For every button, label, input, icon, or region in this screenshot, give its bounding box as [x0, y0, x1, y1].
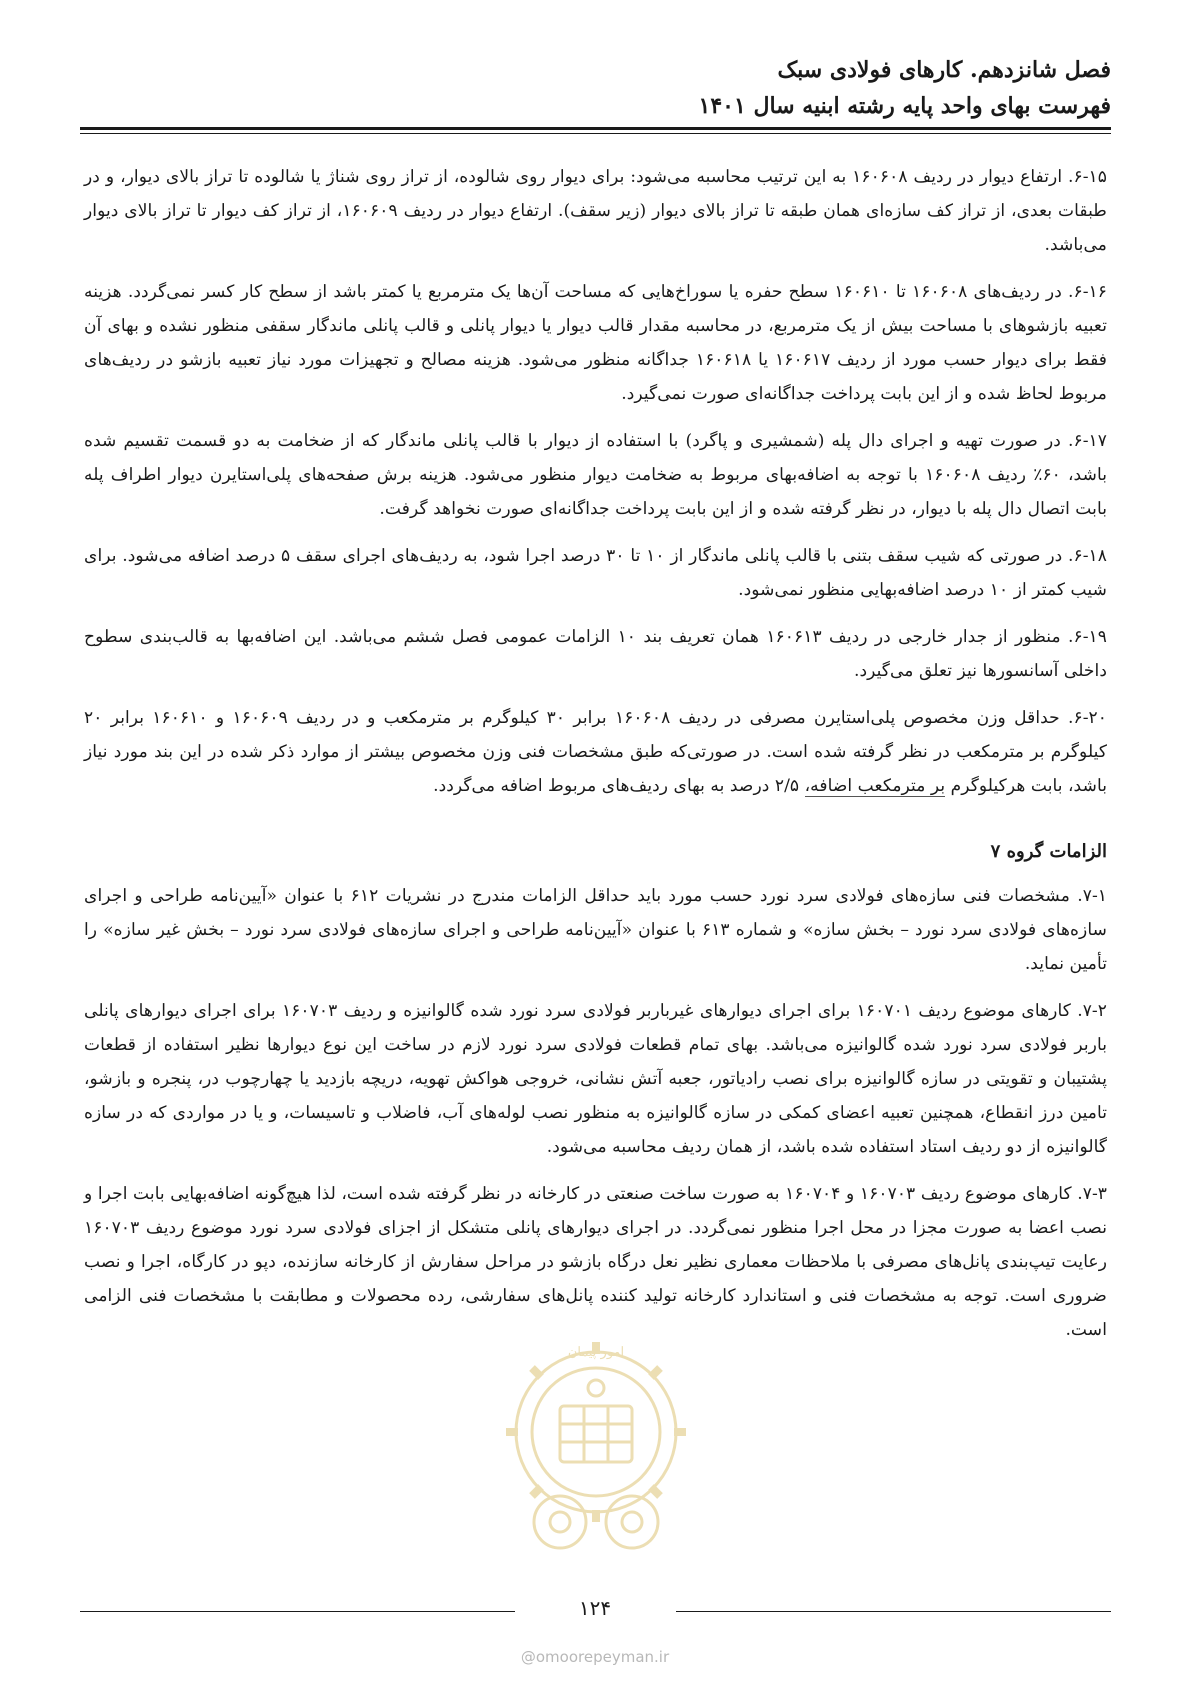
gear-seal-icon: [498, 1322, 694, 1584]
page-content: [84, 160, 1107, 1360]
clause-6-20-underlined-text: بر مترمکعب اضافه،: [804, 776, 946, 796]
clause-7-2: ۷-۲. کارهای موضوع ردیف ۱۶۰۷۰۱ برای اجرای دیوارهای غیرباربر فولادی سرد نورد شده گالوانیزه و ردیف ۱۶۰۷۰۳ برای اجرای دیوارهای پانلی باربر فولادی سرد نورد شده گالوانیزه می‌باشد. بهای تمام قطعات فولادی سرد نورد لازم در ساخت این نوع دیوارها نظیر استفاده از قطعات پشتیبان و تقویتی در سازه گالوانیزه برای نصب رادیاتور، جعبه آتش نشانی، خروجی هواکش تهویه، دریچه بازدید یا چهارچوب در، پنجره و بازشو، تامین درز انقطاع، همچنین تعبیه اعضای کمکی در سازه گالوانیزه به منظور نصب لوله‌های آب، فاضلاب و تاسیسات، و یا در مواردی که در سازه گالوانیزه از دو ردیف استاد استفاده شده باشد، از همان ردیف محاسبه می‌شود.: [84, 1001, 1107, 1157]
section-title: الزامات گروه ۷: [990, 841, 1107, 862]
clause-6-15: ۶-۱۵. ارتفاع دیوار در ردیف ۱۶۰۶۰۸ به این ترتیب محاسبه می‌شود: برای دیوار روی شالوده، از تراز روی شناژ یا شالوده تا تراز بالای دیوار، و در طبقات بعدی، از تراز کف سازه‌ای همان طبقه تا تراز بالای دیوار (زیر سقف). ارتفاع دیوار در ردیف ۱۶۰۶۰۹، از تراز کف دیوار تا تراز بالای دیوار می‌باشد.: [84, 167, 1107, 255]
watermark-text: امور پیمان: [567, 1345, 625, 1360]
clause-6-19: ۶-۱۹. منظور از جدار خارجی در ردیف ۱۶۰۶۱۳ همان تعریف بند ۱۰ الزامات عمومی فصل ششم می‌باشد. این اضافه‌بها به قالب‌بندی سطوح داخلی آسانسورها نیز تعلق می‌گیرد.: [84, 627, 1107, 681]
page-number: ۱۲۴: [578, 1596, 612, 1620]
chapter-title: فصل شانزدهم. کارهای فولادی سبک: [777, 57, 1111, 83]
clause-6-17: ۶-۱۷. در صورت تهیه و اجرای دال پله (شمشیری و پاگرد) با استفاده از دیوار با قالب پانلی ماندگار که از ضخامت به دو قسمت تقسیم شده باشد، ۶۰٪ ردیف ۱۶۰۶۰۸ با توجه به اضافه‌بهای مربوط به ضخامت دیوار منظور می‌شود. هزینه برش صفحه‌های پلی‌استایرن دیوار اطراف پله بابت اتصال دال پله با دیوار، در نظر گرفته شده و از این بابت پرداخت جداگانه‌ای صورت نخواهد گرفت.: [84, 431, 1107, 519]
clause-6-16: ۶-۱۶. در ردیف‌های ۱۶۰۶۰۸ تا ۱۶۰۶۱۰ سطح حفره یا سوراخ‌هایی که مساحت آن‌ها یک مترمربع یا کمتر باشد از سطح کار کسر نمی‌گردد. هزینه تعبیه بازشوهای با مساحت بیش از یک مترمربع، در محاسبه مقدار قالب دیوار یا دیوار پانلی و قالب پانلی ماندگار سقفی منظور نشده و بهای آن فقط برای دیوار حسب مورد از ردیف ۱۶۰۶۱۷ یا ۱۶۰۶۱۸ جداگانه منظور می‌شود. هزینه مصالح و تجهیزات مورد نیاز تعبیه بازشو در ردیف‌های مربوط لحاظ شده و از این بابت پرداخت جداگانه‌ای صورت نمی‌گیرد.: [84, 282, 1107, 404]
header-rule-thin: [80, 133, 1111, 134]
page-header: [80, 52, 1111, 124]
document-subtitle: فهرست بهای واحد پایه رشته ابنیه سال ۱۴۰۱: [698, 93, 1111, 119]
footer-rule-right: [676, 1611, 1111, 1612]
clause-6-20-text-end: ۲/۵ درصد به بهای ردیف‌های مربوط اضافه می‌گردد.: [433, 776, 805, 796]
clause-7-1: ۷-۱. مشخصات فنی سازه‌های فولادی سرد نورد حسب مورد باید حداقل الزامات مندرج در نشریات ۶۱۲ با عنوان «آیین‌نامه طراحی و اجرای سازه‌های فولادی سرد نورد – بخش سازه» و شماره ۶۱۳ با عنوان «آیین‌نامه طراحی و اجرای سازه‌های فولادی سرد نورد – بخش غیر سازه» را تأمین نماید.: [84, 886, 1107, 974]
website-watermark: @omoorepeyman.ir: [520, 1648, 670, 1666]
footer-rule-left: [80, 1611, 515, 1612]
clause-7-3: ۷-۳. کارهای موضوع ردیف ۱۶۰۷۰۳ و ۱۶۰۷۰۴ به صورت ساخت صنعتی در کارخانه در نظر گرفته شده است، لذا هیچ‌گونه اضافه‌بهایی بابت اجرا و نصب اعضا به صورت مجزا در محل اجرا منظور نمی‌گردد. در اجرای دیوارهای پانلی متشکل از اجزای فولادی سرد نورد موضوع ردیف ۱۶۰۷۰۳ رعایت تیپ‌بندی پانل‌های مصرفی با ملاحظات معماری نظیر نعل درگاه بازشو در مراحل سفارش از کارخانه سازنده، دپو در کارگاه، اجرا و نصب ضروری است. توجه به مشخصات فنی و استاندارد کارخانه تولید کننده پانل‌های سفارشی، رده محصولات و مطابقت با مشخصات فنی الزامی است.: [84, 1184, 1107, 1340]
clause-6-20: [84, 701, 1107, 803]
clause-6-18: ۶-۱۸. در صورتی که شیب سقف بتنی با قالب پانلی ماندگار از ۱۰ تا ۳۰ درصد اجرا شود، به ردیف‌های اجرای سقف ۵ درصد اضافه می‌شود. برای شیب کمتر از ۱۰ درصد اضافه‌بهایی منظور نمی‌شود.: [84, 546, 1107, 600]
clause-6-20-text-start: ۶-۲۰. حداقل وزن مخصوص پلی‌استایرن مصرفی در ردیف ۱۶۰۶۰۸ برابر ۳۰ کیلوگرم بر مترمکعب و در ردیف ۱۶۰۶۰۹ و ۱۶۰۶۱۰ برابر ۲۰ کیلوگرم بر مترمکعب در نظر گرفته شده است. در صورتی‌که طبق مشخصات فنی وزن مخصوص بیشتر از موارد ذکر شده در این بند مورد نیاز باشد، بابت هرکیلوگرم: [84, 708, 1107, 796]
header-rule-thick: [80, 127, 1111, 130]
